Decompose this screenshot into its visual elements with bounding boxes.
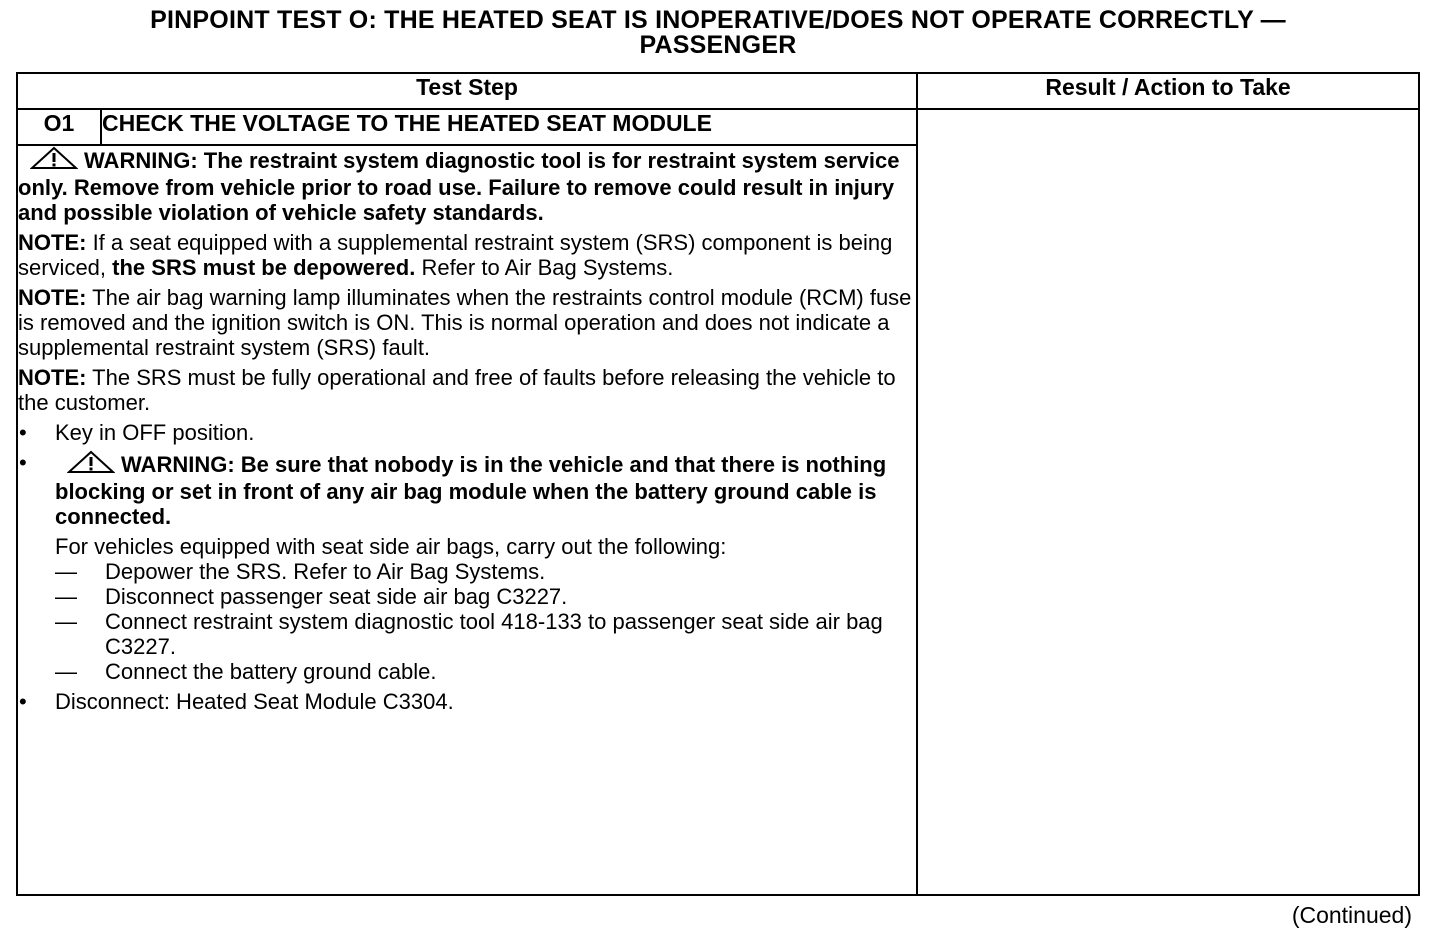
- continued-label: (Continued): [1291, 902, 1412, 928]
- title-line-1: PINPOINT TEST O: THE HEATED SEAT IS INOPERATIVE/DOES NOT OPERATE CORRECTLY —: [150, 6, 1286, 34]
- note-2: [18, 285, 916, 360]
- warning-text-1: WARNING: The restraint system diagnostic tool is for restraint system service only. Remove from vehicle prior to road use. Failure to remove could result in injury and possible violation of vehicle safety standards.: [18, 148, 900, 225]
- note-2-text: The air bag warning lamp illuminates when the restraints control module (RCM) fuse is removed and the ignition switch is ON. This is normal operation and does not indicate a supplemental restraint system (SRS) fault.: [18, 285, 912, 360]
- bullet-1-text: Key in OFF position.: [55, 420, 255, 445]
- sub-intro: For vehicles equipped with seat side air bags, carry out the following:: [55, 534, 727, 559]
- note-2-label: NOTE:: [18, 285, 87, 310]
- warning-triangle-icon: [67, 450, 115, 479]
- bullet-warning: [18, 450, 916, 684]
- note-3-label: NOTE:: [18, 365, 87, 390]
- note-1-text: If a seat equipped with a supplemental restraint system (SRS) component is being serviced,: [18, 230, 893, 280]
- note-3: [18, 365, 916, 415]
- result-action-cell: [917, 109, 1419, 895]
- table-header-row: [17, 73, 1419, 109]
- header-result-action: Result / Action to Take: [917, 73, 1419, 109]
- page-title: [0, 8, 1436, 58]
- warning-block-1: [18, 146, 916, 225]
- note-1-tail: Refer to Air Bag Systems.: [415, 255, 674, 280]
- step-title: CHECK THE VOLTAGE TO THE HEATED SEAT MODULE: [101, 109, 917, 145]
- dash-item: — Connect the battery ground cable.: [55, 659, 916, 684]
- warning-triangle-icon: [30, 146, 78, 175]
- note-3-text: The SRS must be fully operational and free of faults before releasing the vehicle to the customer.: [18, 365, 896, 415]
- bullet-3-text: Disconnect: Heated Seat Module C3304.: [55, 689, 454, 714]
- pinpoint-test-table: [16, 72, 1420, 896]
- header-test-step: Test Step: [17, 73, 917, 109]
- warning-block-2: [55, 450, 916, 529]
- note-1-label: NOTE:: [18, 230, 87, 255]
- note-1-bold: the SRS must be depowered.: [112, 255, 416, 280]
- dash-list: [55, 559, 916, 684]
- bullet-disconnect: [18, 689, 916, 714]
- dash-item: — Depower the SRS. Refer to Air Bag Systems.: [55, 559, 916, 584]
- step-content: [17, 145, 917, 895]
- step-title-row: [17, 109, 1419, 145]
- dash-item: — Connect restraint system diagnostic tool 418-133 to passenger seat side air bag C3227.: [55, 609, 916, 659]
- step-bullet-list: [18, 420, 916, 714]
- title-line-2: PASSENGER: [639, 31, 797, 59]
- step-number: O1: [17, 109, 101, 145]
- dash-item: — Disconnect passenger seat side air bag C3227.: [55, 584, 916, 609]
- warning-text-2: WARNING: Be sure that nobody is in the vehicle and that there is nothing blocking or set in front of any air bag module when the battery ground cable is connected.: [55, 452, 887, 529]
- note-1: [18, 230, 916, 280]
- bullet-key-off: [18, 420, 916, 445]
